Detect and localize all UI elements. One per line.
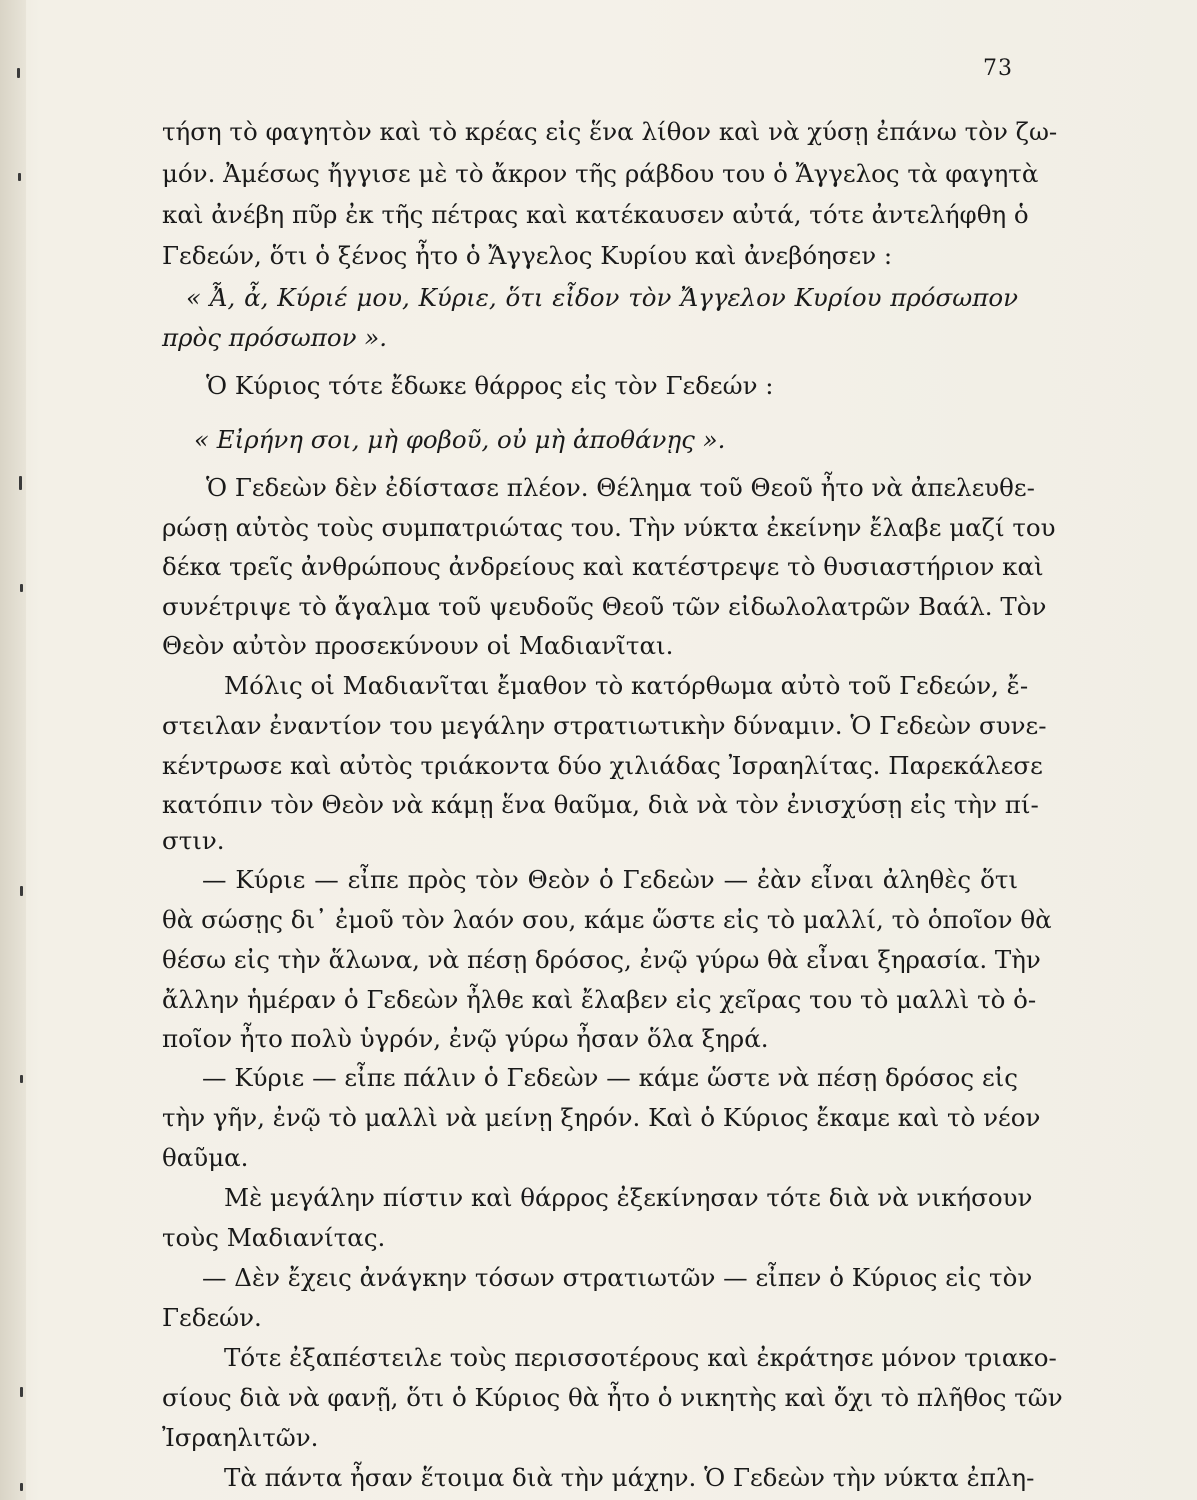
quote-line: « Εἰρήνη σοι, μὴ φοβοῦ, οὐ μὴ ἀποθάνῃς ». [194,425,726,454]
text-line: τὴν γῆν, ἐνῷ τὸ μαλλὶ νὰ μείνῃ ξηρόν. Καὶ ὁ Κύριος ἔκαμε καὶ τὸ νέον [162,1103,1041,1132]
text-line: Τότε ἐξαπέστειλε τοὺς περισσοτέρους καὶ ἐκράτησε μόνον τριακο- [224,1343,1057,1372]
margin-mark [20,886,23,896]
text-line: Θεὸν αὐτὸν προσεκύνουν οἱ Μαδιανῖται. [162,631,674,660]
text-line: Γεδεών. [162,1303,262,1332]
text-line: Ὁ Κύριος τότε ἔδωκε θάρρος εἰς τὸν Γεδεών : [206,371,774,400]
binding-edge [0,0,26,1500]
text-line: Τὰ πάντα ἦσαν ἕτοιμα διὰ τὴν μάχην. Ὁ Γεδεὼν τὴν νύκτα ἐπλη- [224,1463,1035,1492]
text-line: — Κύριε — εἶπε πάλιν ὁ Γεδεὼν — κάμε ὥστε νὰ πέσῃ δρόσος εἰς [202,1063,1018,1092]
text-line: στειλαν ἐναντίον του μεγάλην στρατιωτικὴν δύναμιν. Ὁ Γεδεὼν συνε- [162,711,1047,740]
text-line: Ἰσραηλιτῶν. [162,1423,319,1452]
text-line: θέσω εἰς τὴν ἅλωνα, νὰ πέσῃ δρόσος, ἐνῷ γύρω θὰ εἶναι ξηρασία. Τὴν [162,945,1041,974]
text-line: — Δὲν ἔχεις ἀνάγκην τόσων στρατιωτῶν — εἶπεν ὁ Κύριος εἰς τὸν [202,1263,1033,1292]
text-line: δέκα τρεῖς ἀνθρώπους ἀνδρείους καὶ κατέστρεψε τὸ θυσιαστήριον καὶ [162,552,1044,581]
text-line: μόν. Ἀμέσως ἤγγισε μὲ τὸ ἄκρον τῆς ράβδου του ὁ Ἄγγελος τὰ φαγητὰ [162,159,1039,188]
text-line: στιν. [162,826,225,855]
text-line: τήση τὸ φαγητὸν καὶ τὸ κρέας εἰς ἕνα λίθον καὶ νὰ χύσῃ ἐπάνω τὸν ζω- [162,117,1058,146]
text-line: Μόλις οἱ Μαδιανῖται ἔμαθον τὸ κατόρθωμα αὐτὸ τοῦ Γεδεών, ἔ- [224,671,1029,700]
text-line: ποῖον ἦτο πολὺ ὑγρόν, ἐνῷ γύρω ἦσαν ὅλα ξηρά. [162,1024,769,1053]
text-line: σίους διὰ νὰ φανῇ, ὅτι ὁ Κύριος θὰ ἦτο ὁ νικητὴς καὶ ὄχι τὸ πλῆθος τῶν [162,1383,1063,1412]
margin-mark [20,584,23,592]
text-line: κέντρωσε καὶ αὐτὸς τριάκοντα δύο χιλιάδας Ἰσραηλίτας. Παρεκάλεσε [162,751,1043,780]
text-line: κατόπιν τὸν Θεὸν νὰ κάμῃ ἕνα θαῦμα, διὰ νὰ τὸν ἐνισχύσῃ εἰς τὴν πί- [162,790,1039,819]
text-line: Μὲ μεγάλην πίστιν καὶ θάρρος ἐξεκίνησαν τότε διὰ νὰ νικήσουν [224,1183,1033,1212]
text-line: θὰ σώσῃς δι᾽ ἐμοῦ τὸν λαόν σου, κάμε ὥστε εἰς τὸ μαλλί, τὸ ὁποῖον θὰ [162,905,1052,934]
margin-mark [18,173,21,181]
margin-mark [20,1483,23,1491]
text-line: τοὺς Μαδιανίτας. [162,1223,386,1252]
text-line: Γεδεών, ὅτι ὁ ξένος ἦτο ὁ Ἄγγελος Κυρίου καὶ ἀνεβόησεν : [162,241,893,270]
page-number: 73 [983,56,1013,81]
margin-mark [19,476,22,490]
margin-mark [17,68,20,78]
text-line: καὶ ἀνέβη πῦρ ἐκ τῆς πέτρας καὶ κατέκαυσεν αὐτά, τότε ἀντελήφθη ὁ [162,200,1029,229]
margin-mark [20,1387,23,1397]
quote-line: « Ἆ, ἆ, Κύριέ μου, Κύριε, ὅτι εἶδον τὸν Ἄγγελον Κυρίου πρόσωπον [186,283,1018,312]
margin-mark [20,1075,23,1083]
text-line: θαῦμα. [162,1143,249,1172]
text-line: Ὁ Γεδεὼν δὲν ἐδίστασε πλέον. Θέλημα τοῦ Θεοῦ ἦτο νὰ ἀπελευθε- [206,473,1035,502]
text-line: — Κύριε — εἶπε πρὸς τὸν Θεὸν ὁ Γεδεὼν — ἐὰν εἶναι ἀληθὲς ὅτι [202,865,1018,894]
text-line: συνέτριψε τὸ ἄγαλμα τοῦ ψευδοῦς Θεοῦ τῶν εἰδωλολατρῶν Βαάλ. Τὸν [162,592,1047,621]
text-line: ἄλλην ἡμέραν ὁ Γεδεὼν ἦλθε καὶ ἔλαβεν εἰς χεῖρας του τὸ μαλλὶ τὸ ὁ- [162,985,1037,1014]
text-line: ρώσῃ αὐτὸς τοὺς συμπατριώτας του. Τὴν νύκτα ἐκείνην ἔλαβε μαζί του [162,513,1056,542]
quote-line: πρὸς πρόσωπον ». [162,323,388,352]
